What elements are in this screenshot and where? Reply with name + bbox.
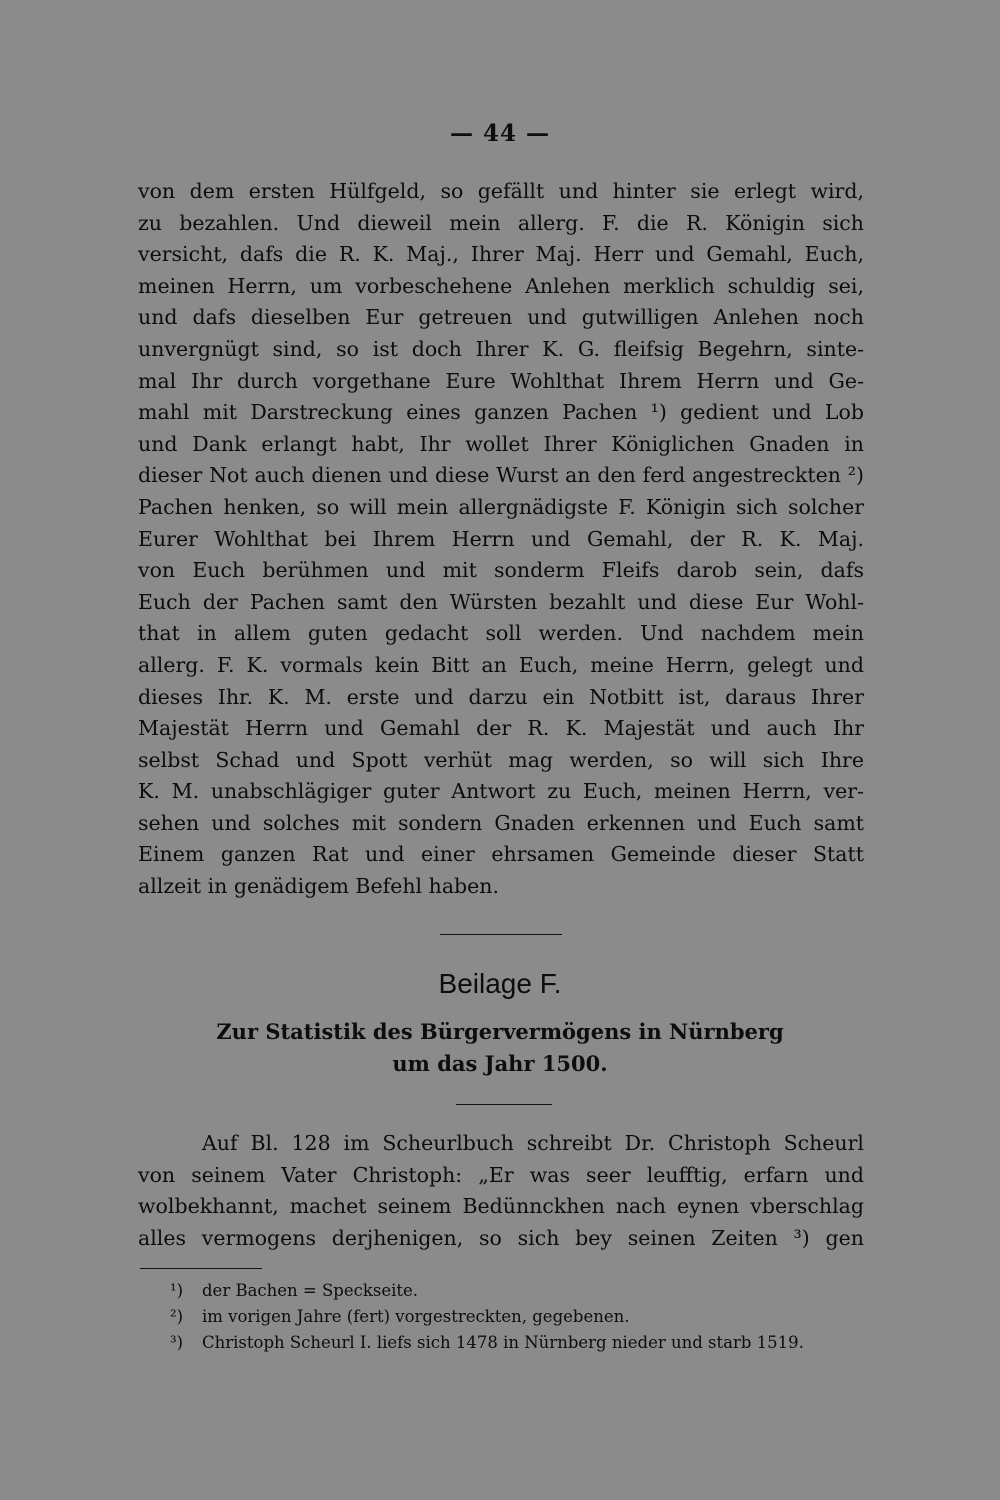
appendix-text-block — [138, 1128, 864, 1254]
text-line: wolbekhannt, machet seinem Bedünnckhen nach eynen vberschlag — [138, 1194, 864, 1219]
footnote — [170, 1304, 864, 1330]
footnote — [170, 1278, 864, 1304]
appendix-heading: Beilage F. — [438, 968, 562, 999]
text-line: unvergnügt sind, so ist doch Ihrer K. G. fleifsig Begehrn, sinte- — [138, 336, 864, 361]
text-line: mahl mit Darstreckung eines ganzen Pachen ¹) gedient und Lob — [138, 400, 864, 425]
text-line: Einem ganzen Rat und einer ehrsamen Gemeinde dieser Statt — [138, 842, 864, 867]
footnote-mark: ³) — [170, 1333, 184, 1352]
text-line: Euch der Pachen samt den Würsten bezahlt und diese Eur Wohl- — [138, 589, 864, 614]
text-line: von dem ersten Hülfgeld, so gefällt und hinter sie erlegt wird, — [138, 179, 864, 203]
text-line: allzeit in genädigem Befehl haben. — [138, 874, 500, 899]
appendix-title-line: um das Jahr 1500. — [392, 1051, 608, 1076]
text-line: versicht, dafs die R. K. Maj., Ihrer Maj. Herr und Gemahl, Euch, — [138, 242, 864, 267]
footnote-mark: ¹) — [170, 1281, 184, 1300]
footnote-mark: ²) — [170, 1307, 184, 1326]
footnote-text: im vorigen Jahre (fert) vorgestreckten, gegebenen. — [202, 1307, 630, 1326]
text-line: Majestät Herrn und Gemahl der R. K. Majestät und auch Ihr — [138, 716, 864, 741]
text-line: mal Ihr durch vorgethane Eure Wohlthat Ihrem Herrn und Ge- — [138, 368, 864, 393]
text-line: Auf Bl. 128 im Scheurlbuch schreibt Dr. Christoph Scheurl — [202, 1131, 864, 1155]
footnote — [170, 1330, 864, 1356]
text-line: meinen Herrn, um vorbeschehene Anlehen merklich schuldig sei, — [138, 273, 864, 298]
text-line: K. M. unabschlägiger guter Antwort zu Euch, meinen Herrn, ver- — [138, 779, 864, 804]
text-line: sehen und solches mit sondern Gnaden erkennen und Euch samt — [138, 810, 864, 835]
section-divider — [440, 934, 562, 935]
text-line: that in allem guten gedacht soll werden. Und nachdem mein — [138, 621, 864, 646]
text-line: alles vermogens derjhenigen, so sich bey seinen Zeiten ³) gen — [138, 1225, 864, 1250]
text-line: dieses Ihr. K. M. erste und darzu ein Notbitt ist, daraus Ihrer — [138, 684, 864, 709]
main-text-block — [138, 176, 864, 903]
footnotes — [170, 1278, 864, 1356]
text-line: und Dank erlangt habt, Ihr wollet Ihrer Königlichen Gnaden in — [138, 431, 864, 456]
text-line: Eurer Wohlthat bei Ihrem Herrn und Gemahl, der R. K. Maj. — [138, 526, 864, 551]
text-line: Pachen henken, so will mein allergnädigste F. Königin sich solcher — [138, 494, 864, 519]
text-line: von Euch berühmen und mit sonderm Fleifs darob sein, dafs — [138, 558, 864, 583]
text-line: selbst Schad und Spott verhüt mag werden, so will sich Ihre — [138, 747, 864, 772]
footnote-text: Christoph Scheurl I. liefs sich 1478 in Nürnberg nieder und starb 1519. — [202, 1333, 804, 1352]
text-line: von seinem Vater Christoph: „Er was seer leufftig, erfarn und — [138, 1162, 864, 1187]
footnote-divider — [140, 1268, 262, 1269]
text-line: zu bezahlen. Und dieweil mein allerg. F. die R. Königin sich — [138, 210, 864, 235]
appendix-title-line: Zur Statistik des Bürgervermögens in Nürnberg — [216, 1019, 784, 1044]
text-line: allerg. F. K. vormals kein Bitt an Euch, meine Herrn, gelegt und — [138, 652, 864, 677]
footnote-text: der Bachen = Speckseite. — [202, 1281, 419, 1300]
page-number: — 44 — — [449, 120, 551, 147]
title-divider — [456, 1104, 552, 1105]
text-line: dieser Not auch dienen und diese Wurst an den ferd angestreckten ²) — [138, 463, 864, 488]
text-line: und dafs dieselben Eur getreuen und gutwilligen Anlehen noch — [138, 305, 864, 330]
appendix-title — [0, 1016, 1000, 1080]
